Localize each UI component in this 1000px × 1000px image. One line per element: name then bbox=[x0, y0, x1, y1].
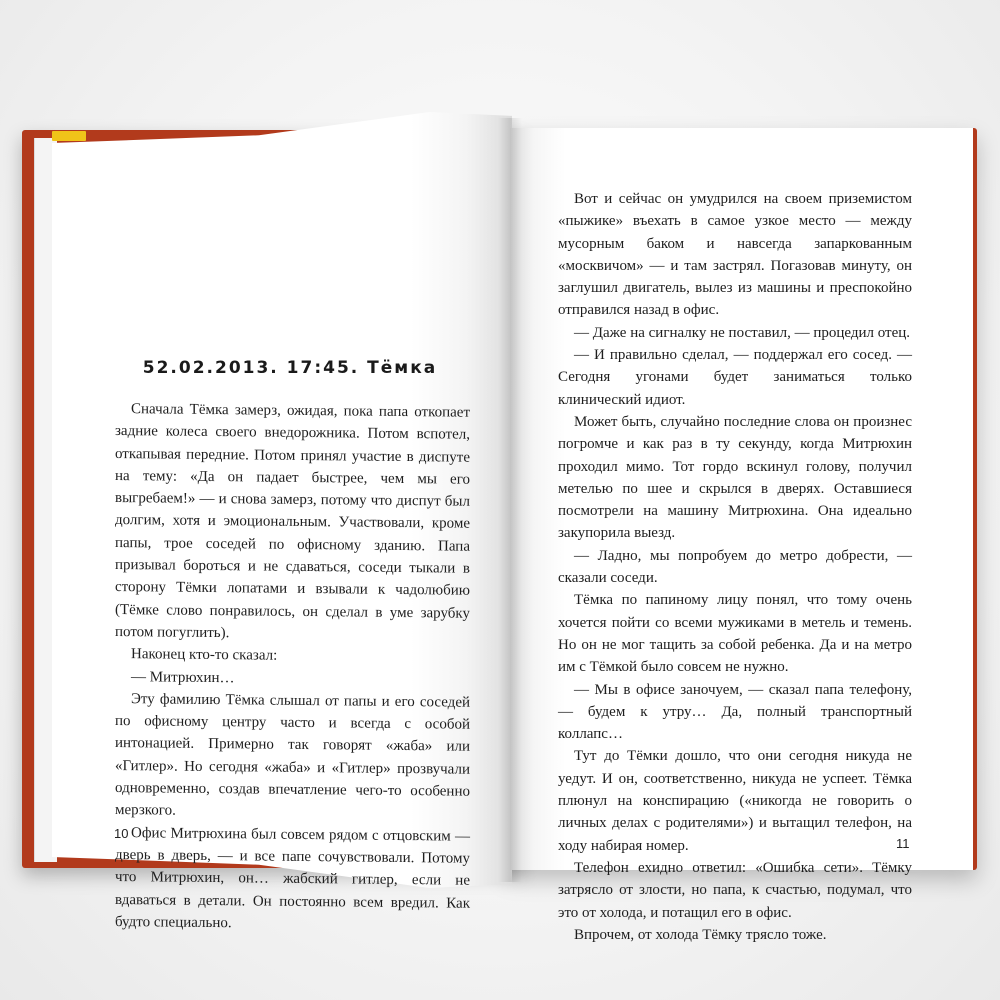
paragraph: Может быть, случайно последние слова он произнес погромче и как раз в ту секунду, когда Митрюхин проходил мимо. Тот гордо вскинул голову, получил метелью по шее и скрылся в дверях. Оставшиеся посмотрели на машину Митрюхина. Она идеально закупорила выезд. bbox=[558, 413, 912, 542]
paragraph: — Ладно, мы попробуем до метро добрести, — сказали соседи. bbox=[558, 547, 912, 587]
paragraph: Впрочем, от холода Тёмку трясло тоже. bbox=[574, 926, 827, 943]
paragraph: Вот и сейчас он умудрился на своем приземистом «пыжике» въехать в самое узкое место — между мусорным баком и навсегда запаркованным «москвичом» — и там застрял. Погазовав минуту, он заглушил двигатель, вылез из машины и преспокойно отправился назад в офис. bbox=[558, 191, 912, 319]
paragraph: — Митрюхин… bbox=[131, 668, 235, 686]
bookmark-ribbon bbox=[52, 131, 86, 141]
page-number-right: 11 bbox=[896, 836, 910, 851]
paragraph: Тёмка по папиному лицу понял, что тому очень хочется пойти со всеми мужиками в метель и темень. Но он не мог тащить за собой ребенка. Да и на метро им с Тёмкой было совсем не нужно. bbox=[558, 592, 912, 676]
page-number-left: 10 bbox=[114, 826, 129, 841]
paragraph: Тут до Тёмки дошло, что они сегодня никуда не уедут. И он, соответственно, никуда не успеет. Тёмка плюнул на конспирацию («никогда не говорить о личных делах с родителями») и вытащил телефон, на ходу набирая номер. bbox=[558, 748, 912, 854]
paragraph: Офис Митрюхина был совсем рядом с отцовским — дверь в дверь, — и все папе сочувствовали. Потому что Митрюхин, он… жабский гитлер, если не вдаваться в детали. Он постоянно всем вредил. Как будто специально. bbox=[115, 824, 470, 932]
paragraph: — Мы в офисе заночуем, — сказал папа телефону, — будем к утру… Да, полный транспортный коллапс… bbox=[558, 681, 912, 743]
paragraph: Наконец кто-то сказал: bbox=[131, 646, 278, 664]
paragraph: — Даже на сигналку не поставил, — процедил отец. bbox=[574, 324, 911, 341]
paragraph: — И правильно сделал, — поддержал его сосед. — Сегодня угонами будет заниматься только клинический идиот. bbox=[558, 347, 912, 408]
paragraph: Эту фамилию Тёмка слышал от папы и его соседей по офисному центру часто и всегда с особой интонацией. Примерно так говорят «жаба» или «Гитлер». Но сегодня «жаба» и «Гитлер» прозвучали одновременно, создав впечатление чего-то особенно мерзкого. bbox=[115, 691, 470, 819]
paragraph: Сначала Тёмка замерз, ожидая, пока папа откопает задние колеса своего внедорожника. Потом вспотел, откапывая передние. Потом принял участие в диспуте на тему: «Да он падает быстрее, чем мы его выгребаем!» — и снова замерз, потому что диспут был долгим, хотя и эмоциональным. Участвовали, кроме папы, трое соседей по офисному зданию. Папа призывал бороться и не сдаваться, соседи тыкали в сторону Тёмки лопатами и взывали к чадолюбию (Тёмке слово понравилось, он сделал в уме зарубку потом погуглить). bbox=[115, 401, 470, 642]
right-page-text bbox=[558, 188, 912, 946]
book-gutter bbox=[498, 118, 522, 882]
left-page-text bbox=[115, 398, 470, 937]
paragraph: Телефон ехидно ответил: «Ошибка сети». Тёмку затрясло от злости, но папа, к счастью, подумал, что это от холода, и потащил его в офис. bbox=[558, 859, 912, 921]
chapter-title: 52.02.2013. 17:45. Тёмка bbox=[142, 358, 438, 378]
